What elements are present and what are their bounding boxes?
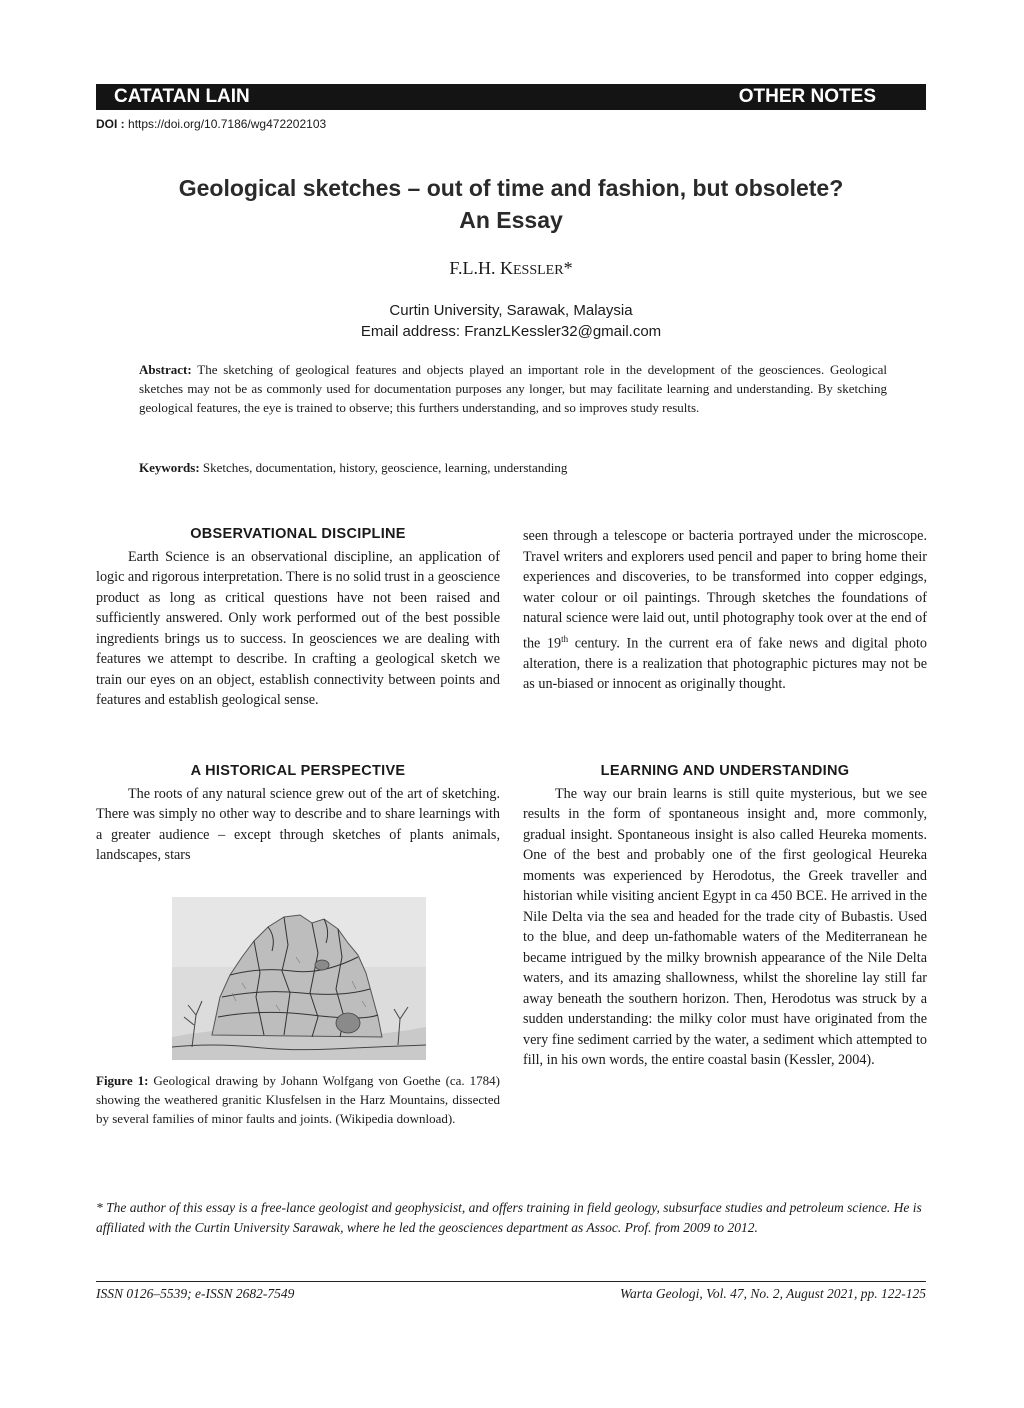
author-surname — [500, 258, 564, 278]
footer-citation: Warta Geologi, Vol. 47, No. 2, August 2021, pp. 122-125 — [619, 1286, 926, 1301]
section-observational — [96, 524, 500, 711]
title-line-1: Geological sketches – out of time and fashion, but obsolete? — [178, 175, 844, 201]
abstract-text: The sketching of geological features and objects played an important role in the development of the geosciences. Geological sketches may not be as commonly used for documentation purposes any longer, but may facilitate learning and understanding. By sketching geological features, the eye is trained to observe; this furthers understanding, and so improves study results. — [139, 362, 887, 415]
author-surname-initial: K — [500, 258, 513, 278]
email-address[interactable]: Email address: FranzLKessler32@gmail.com — [360, 323, 662, 340]
abstract-label: Abstract: — [139, 362, 192, 377]
paragraph-historical-continued — [523, 526, 927, 695]
author-surname-rest: ESSLER — [513, 263, 564, 278]
doi-link[interactable]: https://doi.org/10.7186/wg472202103 — [128, 117, 327, 131]
doi-line — [96, 117, 326, 131]
title-line-2: An Essay — [459, 207, 563, 233]
paragraph-historical: The roots of any natural science grew out of the art of sketching. There was simply no other way to describe and to share learnings with a greater audience – except through sketches of plants animals, landscapes, stars — [96, 785, 500, 863]
author-initials: F.L.H. — [449, 258, 496, 278]
footer-issn: ISSN 0126–5539; e-ISSN 2682-7549 — [96, 1286, 295, 1301]
keywords — [139, 458, 887, 477]
superscript-th: th — [561, 633, 569, 644]
section-historical — [96, 761, 500, 866]
institution: Curtin University, Sarawak, Malaysia — [389, 302, 633, 319]
figure-1-goethe-drawing — [172, 897, 426, 1060]
affiliation-block — [96, 300, 926, 342]
author-footnote: * The author of this essay is a free-lance geologist and geophysicist, and offers training in field geology, subsurface studies and petroleum science. He is affiliated with the Curtin University Sarawak, where he led the geosciences department as Assoc. Prof. from 2009 to 2012. — [96, 1200, 922, 1235]
figure-1-caption — [96, 1071, 500, 1128]
section-heading-learning: LEARNING AND UNDERSTANDING — [600, 763, 850, 779]
section-historical-continued — [523, 526, 927, 695]
section-heading-historical: A HISTORICAL PERSPECTIVE — [190, 763, 406, 779]
keywords-text: Sketches, documentation, history, geoscience, learning, understanding — [199, 460, 568, 475]
paragraph-observational: Earth Science is an observational discipline, an application of logic and rigorous interpretation. There is no solid trust in a geoscience product as long as critical questions have not been raised and sufficiently answered. Only work performed out of the best possible ingredients brings us to success. In geosciences we are dealing with features we attempt to describe. In crafting a geological sketch we train our eyes on an object, establish connectivity between points and features and establish geological sense. — [96, 548, 500, 708]
author-footnote-mark: * — [563, 258, 573, 278]
paragraph-learning: The way our brain learns is still quite mysterious, but we see results in the form of spontaneous insight and, more commonly, gradual insight. Spontaneous insight is also called Heureka moments. One of the best and probably one of the first geological Heureka moments was experienced by Herodotus, the Greek traveller and historian while visiting ancient Egypt in ca 450 BCE. He arrived in the Nile Delta via the sea and headed for the trade city of Bubastis. Used to the blue, and deep un-fathomable waters of the Mediterranean he became intrigued by the milky brownish appearance of the Nile Delta waters, and its amazing shallowness, whilst the shoreline lay still far away beneath the southern horizon. Then, Herodotus was struck by a sudden understanding: the milky color must have originated from the very fine sediment carried by the water, a sediment which attempted to fill, in his own words, the entire coastal basin (Kessler, 2004). — [523, 785, 927, 1068]
keywords-label: Keywords: — [139, 460, 200, 475]
author-line — [96, 258, 926, 279]
figure-1-label: Figure 1: — [96, 1073, 149, 1088]
figure-1-caption-text: Geological drawing by Johann Wolfgang von Goethe (ca. 1784) showing the weathered granitic Klusfelsen in the Harz Mountains, dissected by several families of minor faults and joints. (Wikipedia download). — [96, 1073, 501, 1126]
doi-label: DOI : — [96, 117, 125, 131]
historical-continued-text-a: seen through a telescope or bacteria portrayed under the microscope. Travel writers and explorers used pencil and paper to bring home their experiences and discoveries, to be transformed into copper edgings, water colour or oil paintings. Through sketches the foundations of natural science were laid out, until photography took over at the end of the 19 — [523, 528, 927, 652]
section-header-bar — [96, 84, 926, 110]
abstract — [139, 360, 887, 417]
section-learning — [523, 761, 927, 1071]
historical-continued-text-b: century. In the current era of fake news and digital photo alteration, there is a realization that photographic pictures may not be as un-biased or innocent as originally thought. — [523, 635, 927, 693]
header-left-label: CATATAN LAIN — [114, 86, 250, 107]
section-heading-observational: OBSERVATIONAL DISCIPLINE — [190, 526, 406, 542]
header-right-label: OTHER NOTES — [738, 86, 876, 107]
footer-divider — [96, 1281, 926, 1282]
paper-title — [96, 172, 926, 236]
